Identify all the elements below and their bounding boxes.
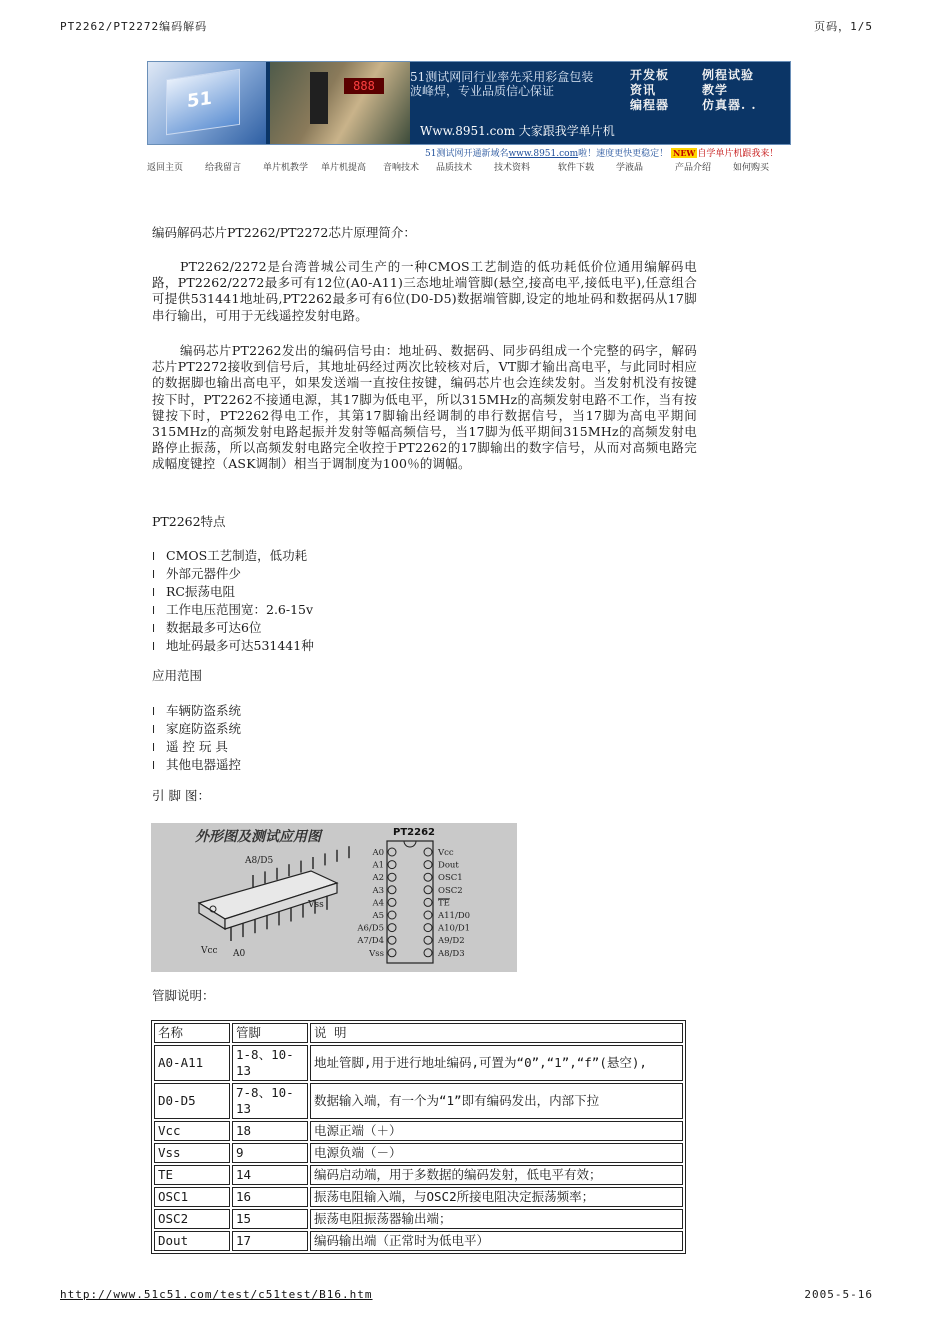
features-heading: PT2262特点 xyxy=(152,514,226,529)
applications-heading: 应用范围 xyxy=(152,668,203,683)
table-row xyxy=(154,1143,683,1163)
table-row xyxy=(154,1165,683,1185)
cell-pin: 9 xyxy=(232,1143,308,1163)
cell-pin: 18 xyxy=(232,1121,308,1141)
list-item: l 车辆防盗系统 xyxy=(152,702,241,720)
pkg-label-vcc: Vcc xyxy=(201,946,218,956)
cell-name: Vss xyxy=(154,1143,230,1163)
banner-menu xyxy=(630,68,790,113)
cell-pin: 15 xyxy=(232,1209,308,1229)
pin-label-right: A9/D2 xyxy=(438,936,465,947)
table-row xyxy=(154,1121,683,1141)
pin-diagram-heading: 引 脚 图： xyxy=(152,788,210,803)
dip-package-drawing xyxy=(199,846,349,941)
list-item: l 工作电压范围宽：2.6-15v xyxy=(152,601,314,619)
pin-circle-right xyxy=(424,861,432,869)
new-badge: NEW xyxy=(673,148,696,158)
cell-pin: 17 xyxy=(232,1231,308,1251)
new-domain-link[interactable]: www.8951.com xyxy=(508,149,579,159)
nav-quality[interactable]: 品质技术 xyxy=(436,163,473,173)
pin-table xyxy=(151,1020,686,1254)
header-desc: 说 明 xyxy=(310,1023,683,1043)
pin-label-left: A7/D4 xyxy=(357,936,384,947)
pin-label-left: A5 xyxy=(372,911,384,921)
header-name: 名称 xyxy=(154,1023,230,1043)
pin-circle-left xyxy=(388,949,396,957)
pin-circle-left xyxy=(388,873,396,881)
pin-label-right: A10/D1 xyxy=(438,923,471,934)
cell-name: Dout xyxy=(154,1231,230,1251)
chip-name: PT2262 xyxy=(393,827,435,838)
pin-label-right: OSC2 xyxy=(438,885,463,896)
cell-desc: 振荡电阻振荡器输出端； xyxy=(310,1209,683,1229)
banner-item: 仿真器. . xyxy=(702,98,757,112)
pin-circle-left xyxy=(388,861,396,869)
pin-label-left: A4 xyxy=(372,898,384,909)
dev-board-image xyxy=(270,62,410,144)
cell-pin: 16 xyxy=(232,1187,308,1207)
pin-label-right: Dout xyxy=(438,860,459,871)
banner-item: 例程试验 xyxy=(702,68,755,82)
cell-desc: 编码启动端，用于多数据的编码发射，低电平有效； xyxy=(310,1165,683,1185)
nav-home[interactable]: 返回主页 xyxy=(147,163,184,173)
cell-name: Vcc xyxy=(154,1121,230,1141)
list-item: l 遥 控 玩 具 xyxy=(152,738,241,756)
diagram-title: 外形图及测试应用图 xyxy=(195,829,321,845)
pin-circle-right xyxy=(424,886,432,894)
list-item: l 数据最多可达6位 xyxy=(152,619,314,637)
nav-lcd[interactable]: 学液晶 xyxy=(616,163,644,173)
pin-label-right: A8/D3 xyxy=(438,948,465,959)
pin-circle-left xyxy=(388,886,396,894)
cell-name: OSC2 xyxy=(154,1209,230,1229)
nav-message[interactable]: 给我留言 xyxy=(205,163,242,173)
banner-line-2: 波峰焊，专业品质信心保证 xyxy=(410,84,555,98)
pin-label-right: Vcc xyxy=(438,848,454,858)
table-header-row xyxy=(154,1023,683,1043)
applications-list xyxy=(152,702,241,774)
pin-label-right: TE xyxy=(438,898,450,909)
nav-products[interactable]: 产品介绍 xyxy=(675,163,712,173)
list-item: l 地址码最多可达531441种 xyxy=(152,637,314,655)
pkg-label-a0: A0 xyxy=(233,949,246,959)
cell-pin: 7-8、10-13 xyxy=(232,1083,308,1119)
pin-label-left: A0 xyxy=(372,848,384,858)
list-item: l 其他电器遥控 xyxy=(152,756,241,774)
cell-desc: 编码输出端（正常时为低电平） xyxy=(310,1231,683,1251)
pin-circle-left xyxy=(388,848,396,856)
banner-item: 资讯 xyxy=(630,83,657,97)
table-row xyxy=(154,1209,683,1229)
list-item: l CMOS工艺制造，低功耗 xyxy=(152,547,314,565)
nav-docs[interactable]: 技术资料 xyxy=(494,163,531,173)
cell-desc: 数据输入端，有一个为“1”即有编码发出，内部下拉 xyxy=(310,1083,683,1119)
pin-circle-right xyxy=(424,936,432,944)
cell-name: A0-A11 xyxy=(154,1045,230,1081)
box-label: 51 xyxy=(187,87,213,113)
site-banner[interactable] xyxy=(147,61,791,145)
self-study-link[interactable]: 自学单片机跟我来！ xyxy=(697,149,779,159)
pin-circle-left xyxy=(388,911,396,919)
banner-item: 编程器 xyxy=(630,98,670,112)
nav-downloads[interactable]: 软件下载 xyxy=(558,163,595,173)
intro-paragraph: PT2262/2272是台湾普城公司生产的一种CMOS工艺制造的低功耗低价位通用编解码电路，PT2262/2272最多可有12位(A0-A11)三态地址端管脚(悬空,接高电平,接低电平),任意组合可提供531441地址码,PT2262最多可有6位(D0-D5)数据端管脚,设定的地址码和数据码从17脚串行输出，可用于无线遥控发射电路。 xyxy=(152,259,697,323)
table-row xyxy=(154,1045,683,1081)
cell-desc: 电源负端（－） xyxy=(310,1143,683,1163)
nav-mcu-teaching[interactable]: 单片机教学 xyxy=(263,163,309,173)
list-item: l RC振荡电阻 xyxy=(152,583,314,601)
pin-circle-left xyxy=(388,898,396,906)
pin-label-left: A2 xyxy=(372,873,384,884)
encoding-paragraph: 编码芯片PT2262发出的编码信号由：地址码、数据码、同步码组成一个完整的码字，解码芯片PT2272接收到信号后，其地址码经过两次比较核对后，VT脚才输出高电平，与此同时相应的数据脚也输出高电平，如果发送端一直按住按键，编码芯片也会连续发射。当发射机没有按键按下时，PT2262不接通电源，其17脚为低电平，所以315MHz的高频发射电路不工作，当有按键按下时，PT2262得电工作，其第17脚输出经调制的串行数据信号，当17脚为高电平期间315MHz的高频发射电路起振并发射等幅高频信号，当17脚为低平期间315MHz的高频发射电路停止振荡，所以高频发射电路完全收控于PT2262的17脚输出的数字信号，从而对高频电路完成幅度键控（ASK调制）相当于调制度为100％的调幅。 xyxy=(152,343,697,472)
cell-pin: 1-8、10-13 xyxy=(232,1045,308,1081)
cell-pin: 14 xyxy=(232,1165,308,1185)
pin-diagram-image xyxy=(151,823,517,972)
features-list xyxy=(152,547,314,655)
cell-desc: 地址管脚,用于进行地址编码,可置为“0”,“1”,“f”(悬空), xyxy=(310,1045,683,1081)
pin-label-right: A11/D0 xyxy=(438,911,471,921)
pkg-label-vss: Vss xyxy=(308,900,324,910)
cell-desc: 振荡电阻输入端，与OSC2所接电阻决定振荡频率； xyxy=(310,1187,683,1207)
product-box-image xyxy=(148,62,266,144)
pin-label-right: OSC1 xyxy=(438,873,463,884)
list-item: l 家庭防盗系统 xyxy=(152,720,241,738)
pin-circle-right xyxy=(424,873,432,881)
list-item: l 外部元器件少 xyxy=(152,565,314,583)
nav-audio[interactable]: 音响技术 xyxy=(383,163,420,173)
cell-desc: 电源正端（＋） xyxy=(310,1121,683,1141)
article-title: 编码解码芯片PT2262/PT2272芯片原理简介： xyxy=(152,225,416,240)
table-row xyxy=(154,1231,683,1251)
cell-name: D0-D5 xyxy=(154,1083,230,1119)
table-row xyxy=(154,1187,683,1207)
banner-item: 开发板 xyxy=(630,68,670,82)
pin-label-left: Vss xyxy=(369,948,384,959)
pkg-label-top: A8/D5 xyxy=(245,856,274,866)
page-header-title: PT2262/PT2272编码解码 xyxy=(60,20,208,33)
footer-url-link[interactable]: http://www.51c51.com/test/c51test/B16.htm xyxy=(60,1288,373,1301)
banner-line-1: 51测试网同行业率先采用彩盒包装 xyxy=(410,70,594,84)
banner-slogan xyxy=(410,70,620,98)
pin-circle-right xyxy=(424,848,432,856)
pin-description-heading: 管脚说明： xyxy=(152,988,215,1003)
pin-circle-right xyxy=(424,898,432,906)
cell-name: TE xyxy=(154,1165,230,1185)
board-led-display: 888 xyxy=(344,78,384,94)
nav-buy[interactable]: 如何购买 xyxy=(733,163,770,173)
cell-name: OSC1 xyxy=(154,1187,230,1207)
pin-label-left: A3 xyxy=(372,885,384,896)
banner-url: Www.8951.com 大家跟我学单片机 xyxy=(420,124,615,138)
banner-item: 教学 xyxy=(702,83,729,97)
pin-circle-left xyxy=(388,924,396,932)
nav-mcu-advanced[interactable]: 单片机提高 xyxy=(321,163,367,173)
pin-label-left: A1 xyxy=(372,860,384,871)
pin-circle-left xyxy=(388,936,396,944)
table-row xyxy=(154,1083,683,1119)
pin-circle-right xyxy=(424,911,432,919)
pin-circle-right xyxy=(424,949,432,957)
pin-label-left: A6/D5 xyxy=(357,923,384,934)
header-pin: 管脚 xyxy=(232,1023,308,1043)
page-number: 页码，1/5 xyxy=(814,20,873,33)
pin-circle-right xyxy=(424,924,432,932)
footer-date: 2005-5-16 xyxy=(804,1288,873,1301)
domain-notice: 51测试网开通新域名www.8951.com啦！速度更快更稳定！ NEW 自学单片机跟我来！ xyxy=(425,148,779,159)
